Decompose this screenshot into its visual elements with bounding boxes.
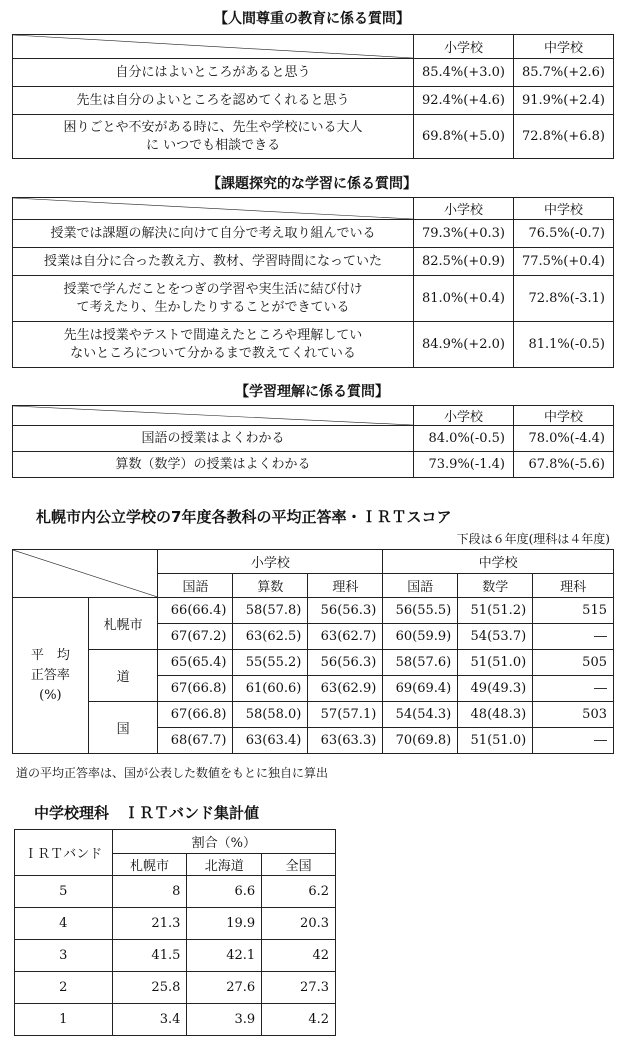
score-cell: 61(60.6) bbox=[233, 676, 308, 702]
value-cell: 78.0%(-4.4) bbox=[514, 426, 614, 452]
table-row bbox=[13, 452, 614, 478]
score-cell: 67(66.8) bbox=[158, 702, 233, 728]
irt-table bbox=[14, 829, 336, 1036]
col-header-es: 小学校 bbox=[414, 35, 514, 59]
score-cell: ― bbox=[533, 728, 614, 754]
scores-title: 札幌市内公立学校の7年度各教科の平均正答率・ＩＲＴスコア bbox=[36, 508, 452, 526]
question-cell bbox=[13, 276, 414, 322]
irt-band: 2 bbox=[15, 972, 113, 1004]
irt-value: 27.6 bbox=[187, 972, 262, 1004]
value-cell: 67.8%(-5.6) bbox=[514, 452, 614, 478]
irt-band: 4 bbox=[15, 908, 113, 940]
score-cell: 48(48.3) bbox=[458, 702, 533, 728]
score-cell: 55(55.2) bbox=[233, 650, 308, 676]
diagonal-header-cell bbox=[13, 35, 414, 59]
irt-col-header: 全国 bbox=[262, 854, 336, 876]
score-cell: 66(66.4) bbox=[158, 598, 233, 624]
score-cell: 54(54.3) bbox=[383, 702, 458, 728]
table-row bbox=[13, 276, 614, 322]
table-row bbox=[15, 972, 336, 1004]
value-cell: 81.1%(-0.5) bbox=[514, 322, 614, 368]
table-row bbox=[13, 702, 614, 728]
table-human-respect bbox=[12, 34, 614, 159]
question-line: 授業で学んだことをつぎの学習や実生活に結び付け bbox=[63, 281, 363, 297]
subject-header: 理科 bbox=[533, 574, 614, 598]
value-cell: 76.5%(-0.7) bbox=[514, 220, 614, 248]
irt-band: 1 bbox=[15, 1004, 113, 1036]
value-cell: 79.3%(+0.3) bbox=[414, 220, 514, 248]
region-label: 札幌市 bbox=[88, 598, 158, 650]
table-row bbox=[13, 248, 614, 276]
score-cell: 49(49.3) bbox=[458, 676, 533, 702]
score-cell: 57(57.1) bbox=[308, 702, 383, 728]
irt-value: 8 bbox=[112, 876, 187, 908]
value-cell: 84.9%(+2.0) bbox=[414, 322, 514, 368]
scores-subnote: 下段は６年度(理科は４年度) bbox=[456, 532, 610, 546]
subject-header: 国語 bbox=[158, 574, 233, 598]
score-cell: 56(56.3) bbox=[308, 598, 383, 624]
score-cell: 60(59.9) bbox=[383, 624, 458, 650]
region-label: 国 bbox=[88, 702, 158, 754]
score-cell: 63(63.3) bbox=[308, 728, 383, 754]
irt-band-header: ＩＲＴバンド bbox=[15, 830, 113, 876]
table-row bbox=[15, 1004, 336, 1036]
irt-title: 中学校理科 ＩＲＴバンド集計値 bbox=[34, 804, 260, 822]
value-cell: 81.0%(+0.4) bbox=[414, 276, 514, 322]
table-inquiry-learning bbox=[12, 197, 614, 368]
section-title-learning-understanding: 【学習理解に係る質問】 bbox=[235, 384, 389, 400]
irt-value: 6.6 bbox=[187, 876, 262, 908]
row-label-line: (%) bbox=[39, 687, 62, 703]
score-cell: 51(51.0) bbox=[458, 728, 533, 754]
score-cell: 63(62.7) bbox=[308, 624, 383, 650]
score-cell: 505 bbox=[533, 650, 614, 676]
score-cell: 63(62.5) bbox=[233, 624, 308, 650]
score-cell: 54(53.7) bbox=[458, 624, 533, 650]
subject-header: 算数 bbox=[233, 574, 308, 598]
table-row bbox=[13, 322, 614, 368]
table-row bbox=[13, 115, 614, 159]
value-cell: 82.5%(+0.9) bbox=[414, 248, 514, 276]
row-label-line: 正答率 bbox=[30, 667, 70, 683]
score-cell: 67(67.2) bbox=[158, 624, 233, 650]
table-row bbox=[13, 426, 614, 452]
irt-value: 42.1 bbox=[187, 940, 262, 972]
table-row bbox=[15, 940, 336, 972]
score-cell: ― bbox=[533, 676, 614, 702]
question-line: て考えたり、生かしたりすることができている bbox=[76, 299, 350, 315]
diagonal-header-cell bbox=[13, 406, 414, 426]
question-cell bbox=[13, 322, 414, 368]
irt-ratio-header: 割合（%） bbox=[112, 830, 335, 854]
section-title-inquiry-learning: 【課題探究的な学習に係る質問】 bbox=[207, 176, 417, 192]
diagonal-header-cell bbox=[13, 550, 158, 598]
score-cell: 58(57.8) bbox=[233, 598, 308, 624]
group-header-jhs: 中学校 bbox=[383, 550, 614, 574]
col-header-es: 小学校 bbox=[414, 406, 514, 426]
col-header-jhs: 中学校 bbox=[514, 406, 614, 426]
question-cell: 国語の授業はよくわかる bbox=[13, 426, 414, 452]
score-cell: 58(57.6) bbox=[383, 650, 458, 676]
question-cell: 自分にはよいところがあると思う bbox=[13, 59, 414, 87]
irt-value: 3.9 bbox=[187, 1004, 262, 1036]
value-cell: 77.5%(+0.4) bbox=[514, 248, 614, 276]
question-line: 先生は授業やテストで間違えたところや理解してい bbox=[63, 327, 363, 343]
value-cell: 73.9%(-1.4) bbox=[414, 452, 514, 478]
diagonal-header-cell bbox=[13, 198, 414, 220]
score-cell: 515 bbox=[533, 598, 614, 624]
value-cell: 72.8%(-3.1) bbox=[514, 276, 614, 322]
table-row bbox=[13, 59, 614, 87]
question-cell: 先生は自分のよいところを認めてくれると思う bbox=[13, 87, 414, 115]
question-cell: 授業では課題の解決に向けて自分で考え取り組んでいる bbox=[13, 220, 414, 248]
score-cell: 63(62.9) bbox=[308, 676, 383, 702]
score-cell: 65(65.4) bbox=[158, 650, 233, 676]
table-row bbox=[15, 908, 336, 940]
value-cell: 72.8%(+6.8) bbox=[514, 115, 614, 159]
value-cell: 85.4%(+3.0) bbox=[414, 59, 514, 87]
question-line: に いつでも相談できる bbox=[145, 137, 281, 153]
irt-value: 42 bbox=[262, 940, 336, 972]
table-row bbox=[13, 598, 614, 624]
score-cell: 68(67.7) bbox=[158, 728, 233, 754]
col-header-jhs: 中学校 bbox=[514, 35, 614, 59]
table-row bbox=[15, 876, 336, 908]
irt-value: 21.3 bbox=[112, 908, 187, 940]
section-title-human-respect: 【人間尊重の教育に係る質問】 bbox=[214, 11, 410, 27]
score-cell: 67(66.8) bbox=[158, 676, 233, 702]
question-cell: 算数（数学）の授業はよくわかる bbox=[13, 452, 414, 478]
subject-header: 理科 bbox=[308, 574, 383, 598]
irt-band: 5 bbox=[15, 876, 113, 908]
scores-footnote: 道の平均正答率は、国が公表した数値をもとに独自に算出 bbox=[16, 766, 329, 780]
row-label-line: 平 均 bbox=[30, 647, 70, 663]
irt-band: 3 bbox=[15, 940, 113, 972]
scores-table bbox=[12, 549, 614, 754]
row-label-average bbox=[13, 598, 89, 754]
table-row bbox=[13, 650, 614, 676]
score-cell: 503 bbox=[533, 702, 614, 728]
col-header-jhs: 中学校 bbox=[514, 198, 614, 220]
irt-value: 41.5 bbox=[112, 940, 187, 972]
value-cell: 85.7%(+2.6) bbox=[514, 59, 614, 87]
value-cell: 84.0%(-0.5) bbox=[414, 426, 514, 452]
region-label: 道 bbox=[88, 650, 158, 702]
question-line: ないところについて分かるまで教えてくれている bbox=[70, 345, 356, 361]
value-cell: 91.9%(+2.4) bbox=[514, 87, 614, 115]
irt-col-header: 北海道 bbox=[187, 854, 262, 876]
question-line: 困りごとや不安がある時に、先生や学校にいる大人 bbox=[63, 119, 363, 135]
irt-col-header: 札幌市 bbox=[112, 854, 187, 876]
irt-value: 20.3 bbox=[262, 908, 336, 940]
irt-value: 3.4 bbox=[112, 1004, 187, 1036]
table-row bbox=[13, 87, 614, 115]
irt-value: 4.2 bbox=[262, 1004, 336, 1036]
irt-value: 27.3 bbox=[262, 972, 336, 1004]
score-cell: 51(51.2) bbox=[458, 598, 533, 624]
score-cell: 69(69.4) bbox=[383, 676, 458, 702]
irt-value: 25.8 bbox=[112, 972, 187, 1004]
value-cell: 92.4%(+4.6) bbox=[414, 87, 514, 115]
score-cell: 51(51.0) bbox=[458, 650, 533, 676]
score-cell: 70(69.8) bbox=[383, 728, 458, 754]
irt-value: 19.9 bbox=[187, 908, 262, 940]
irt-value: 6.2 bbox=[262, 876, 336, 908]
subject-header: 国語 bbox=[383, 574, 458, 598]
table-learning-understanding bbox=[12, 405, 614, 478]
question-cell: 授業は自分に合った教え方、教材、学習時間になっていた bbox=[13, 248, 414, 276]
score-cell: 63(63.4) bbox=[233, 728, 308, 754]
table-row bbox=[13, 220, 614, 248]
score-cell: 56(56.3) bbox=[308, 650, 383, 676]
score-cell: ― bbox=[533, 624, 614, 650]
score-cell: 58(58.0) bbox=[233, 702, 308, 728]
group-header-es: 小学校 bbox=[158, 550, 383, 574]
col-header-es: 小学校 bbox=[414, 198, 514, 220]
question-cell bbox=[13, 115, 414, 159]
score-cell: 56(55.5) bbox=[383, 598, 458, 624]
subject-header: 数学 bbox=[458, 574, 533, 598]
value-cell: 69.8%(+5.0) bbox=[414, 115, 514, 159]
